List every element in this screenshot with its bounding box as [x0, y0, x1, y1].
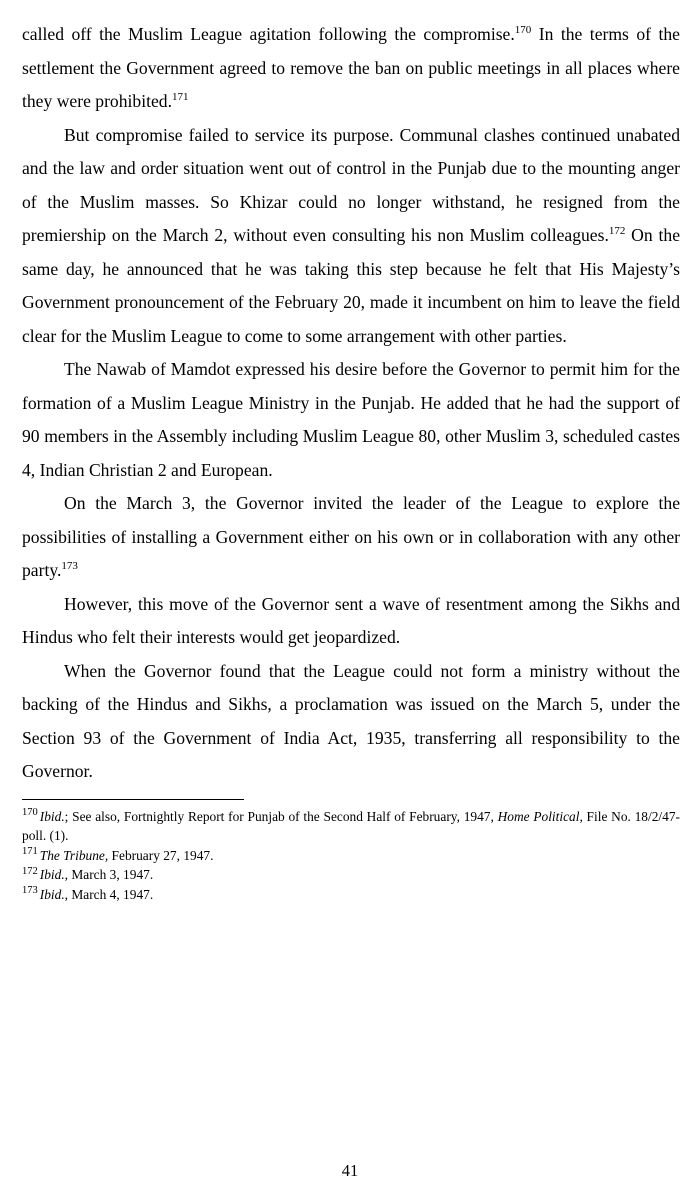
footnote-reference: 170	[514, 24, 532, 37]
body-text	[22, 18, 680, 789]
emphasis-text: Ibid.	[39, 867, 65, 883]
footnote-number: 173	[22, 885, 38, 897]
emphasis-text: Home Political,	[497, 808, 583, 824]
paragraph	[22, 487, 680, 588]
footnote-reference: 172	[608, 225, 626, 238]
text-run: The Nawab of Mamdot expressed his desire before the Governor to permit him for the formation of a Muslim League Ministry in the Punjab. He added that he had the support of 90 members in the Assembly including Muslim League 80, other Muslim 3, scheduled castes 4, Indian Christian 2 and European.	[22, 359, 680, 480]
text-run: On the same day, he announced that he was taking this step because he felt that His Majesty’s Government pronouncement of the February 20, made it incumbent on him to leave the field clear for the Muslim League to come to some arrangement with other parties.	[22, 225, 680, 346]
text-run: called off the Muslim League agitation following the compromise.	[22, 24, 515, 44]
text-run: However, this move of the Governor sent a wave of resentment among the Sikhs and Hindus who felt their interests would get jeopardized.	[22, 593, 680, 647]
paragraph	[22, 655, 680, 789]
text-run: When the Governor found that the League could not form a ministry without the backing of the Hindus and Sikhs, a proclamation was issued on the March 5, under the Section 93 of the Government of India Act, 1935, transferring all responsibility to the Governor.	[22, 660, 680, 781]
text-run: File No. 18/2/47-poll. (1).	[22, 808, 680, 844]
emphasis-text: The Tribune,	[39, 847, 109, 863]
footnote-item	[22, 807, 680, 846]
footnote-number: 172	[22, 865, 38, 877]
text-run: March 4, 1947.	[68, 886, 154, 902]
text-run: But compromise failed to service its purpose. Communal clashes continued unabated and the law and order situation went out of control in the Punjab due to the mounting anger of the Muslim masses. So Khizar could no longer withstand, he resigned from the premiership on the March 2, without even consulting his non Muslim colleagues.	[22, 124, 680, 245]
paragraph	[22, 588, 680, 655]
footnote-list	[22, 807, 680, 905]
paragraph	[22, 119, 680, 354]
footnote-separator	[22, 799, 244, 800]
emphasis-text: Ibid.	[39, 808, 65, 824]
page-number: 41	[341, 1161, 359, 1180]
footnote-reference: 171	[172, 91, 189, 104]
footnote-item	[22, 885, 680, 905]
footnote-number: 170	[22, 807, 38, 819]
footnote-reference: 173	[61, 560, 78, 573]
footnote-number: 171	[22, 846, 38, 858]
text-run: ; See also, Fortnightly Report for Punjab of the Second Half of February, 1947,	[64, 808, 498, 824]
text-run: February 27, 1947.	[108, 847, 214, 863]
text-run: On the March 3, the Governor invited the leader of the League to explore the possibilities of installing a Government either on his own or in collaboration with any other party.	[22, 493, 680, 580]
text-run: , March 3, 1947.	[64, 867, 154, 883]
paragraph	[22, 18, 680, 119]
footnote-item	[22, 846, 680, 866]
paragraph	[22, 353, 680, 487]
emphasis-text: Ibid.,	[39, 886, 69, 902]
text-run: In the terms of the settlement the Government agreed to remove the ban on public meetings in all places where they were prohibited.	[22, 24, 680, 111]
footnote-item	[22, 865, 680, 885]
